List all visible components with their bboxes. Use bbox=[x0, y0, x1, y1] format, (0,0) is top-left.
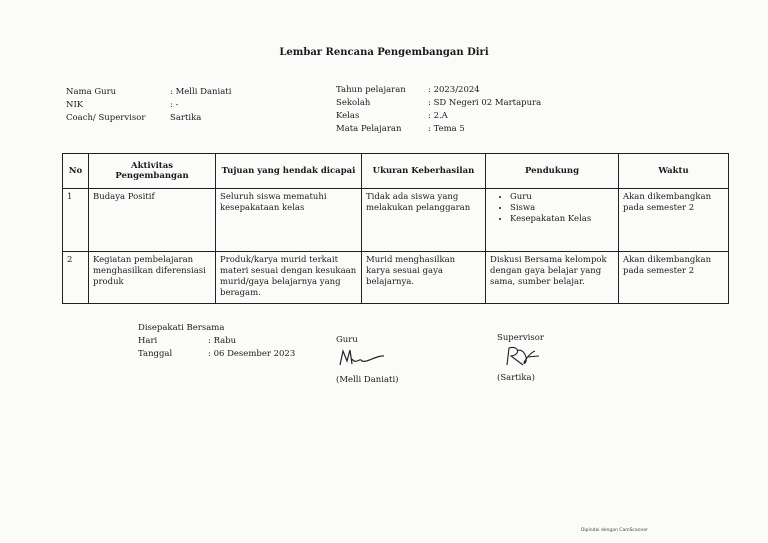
supervisor-label: Supervisor bbox=[497, 333, 544, 343]
list-item: • Kesepakatan Kelas bbox=[510, 214, 614, 225]
info-value: : SD Negeri 02 Martapura bbox=[428, 98, 542, 108]
info-value: : 2023/2024 bbox=[428, 85, 480, 95]
info-label: NIK bbox=[66, 100, 84, 110]
info-value: Sartika bbox=[170, 113, 202, 123]
info-value: : Tema 5 bbox=[428, 124, 465, 134]
info-row-sekolah bbox=[336, 97, 541, 110]
info-label: Nama Guru bbox=[66, 87, 117, 97]
document-title: Lembar Rencana Pengembangan Diri bbox=[279, 47, 489, 58]
header-aktivitas: Aktivitas Pengembangan bbox=[89, 154, 216, 189]
pendukung-list bbox=[490, 192, 614, 225]
agreement-title: Disepakati Bersama bbox=[138, 323, 225, 333]
info-value: : Melli Daniati bbox=[170, 87, 232, 97]
agreement-row-tanggal bbox=[138, 348, 295, 361]
school-info bbox=[336, 84, 541, 136]
info-label: Kelas bbox=[336, 111, 360, 121]
info-value: : 2.A bbox=[428, 111, 448, 121]
info-row-kelas bbox=[336, 110, 541, 123]
cell-pendukung: Diskusi Bersama kelompok dengan gaya belajar yang sama, sumber belajar. bbox=[486, 252, 619, 304]
agreement-block bbox=[138, 322, 295, 361]
info-label: Sekolah bbox=[336, 98, 371, 108]
cell-ukuran: Tidak ada siswa yang melakukan pelanggaran bbox=[362, 189, 486, 252]
agreement-value: : Rabu bbox=[208, 336, 237, 346]
table-row bbox=[63, 189, 729, 252]
info-row-nama-guru bbox=[66, 86, 231, 99]
info-row-coach bbox=[66, 112, 231, 125]
agreement-value: : 06 Desember 2023 bbox=[208, 349, 296, 359]
header-no: No bbox=[63, 154, 89, 189]
header-ukuran: Ukuran Keberhasilan bbox=[362, 154, 486, 189]
info-value: : - bbox=[170, 100, 179, 110]
table-header-row bbox=[63, 154, 729, 189]
info-label: Tahun pelajaran bbox=[336, 85, 406, 95]
info-row-tahun bbox=[336, 84, 541, 97]
header-pendukung: Pendukung bbox=[486, 154, 619, 189]
agreement-label: Tanggal bbox=[138, 349, 173, 359]
supervisor-signature-block bbox=[497, 332, 549, 385]
cell-pendukung bbox=[486, 189, 619, 252]
info-label: Mata Pelajaran bbox=[336, 124, 402, 134]
cell-aktivitas: Budaya Positif bbox=[89, 189, 216, 252]
guru-label: Guru bbox=[336, 335, 358, 345]
cell-waktu: Akan dikembangkan pada semester 2 bbox=[619, 189, 729, 252]
development-plan-table bbox=[62, 153, 729, 304]
cell-aktivitas: Kegiatan pembelajaran menghasilkan diferensiasi produk bbox=[89, 252, 216, 304]
guru-signature-icon bbox=[338, 347, 388, 369]
agreement-label: Hari bbox=[138, 336, 158, 346]
info-row-mapel bbox=[336, 123, 541, 136]
cell-tujuan: Seluruh siswa mematuhi kesepakataan kelas bbox=[216, 189, 362, 252]
cell-no: 2 bbox=[63, 252, 89, 304]
cell-ukuran: Murid menghasilkan karya sesuai gaya belajarnya. bbox=[362, 252, 486, 304]
info-row-nik bbox=[66, 99, 231, 112]
agreement-row-hari bbox=[138, 335, 295, 348]
supervisor-name: (Sartika) bbox=[497, 373, 535, 383]
list-item: • Siswa bbox=[510, 203, 614, 214]
scanner-stamp: Dipindai dengan CamScanner bbox=[580, 528, 648, 533]
guru-name: (Melli Daniati) bbox=[336, 375, 399, 385]
info-label: Coach/ Supervisor bbox=[66, 113, 146, 123]
cell-waktu: Akan dikembangkan pada semester 2 bbox=[619, 252, 729, 304]
table-row bbox=[63, 252, 729, 304]
header-tujuan: Tujuan yang hendak dicapai bbox=[216, 154, 362, 189]
cell-tujuan: Produk/karya murid terkait materi sesuai dengan kesukaan murid/gaya belajarnya yang beragam. bbox=[216, 252, 362, 304]
supervisor-signature-icon bbox=[499, 345, 549, 367]
teacher-info bbox=[66, 86, 231, 125]
guru-signature-block bbox=[336, 334, 399, 387]
list-item: • Guru bbox=[510, 192, 614, 203]
cell-no: 1 bbox=[63, 189, 89, 252]
header-waktu: Waktu bbox=[619, 154, 729, 189]
